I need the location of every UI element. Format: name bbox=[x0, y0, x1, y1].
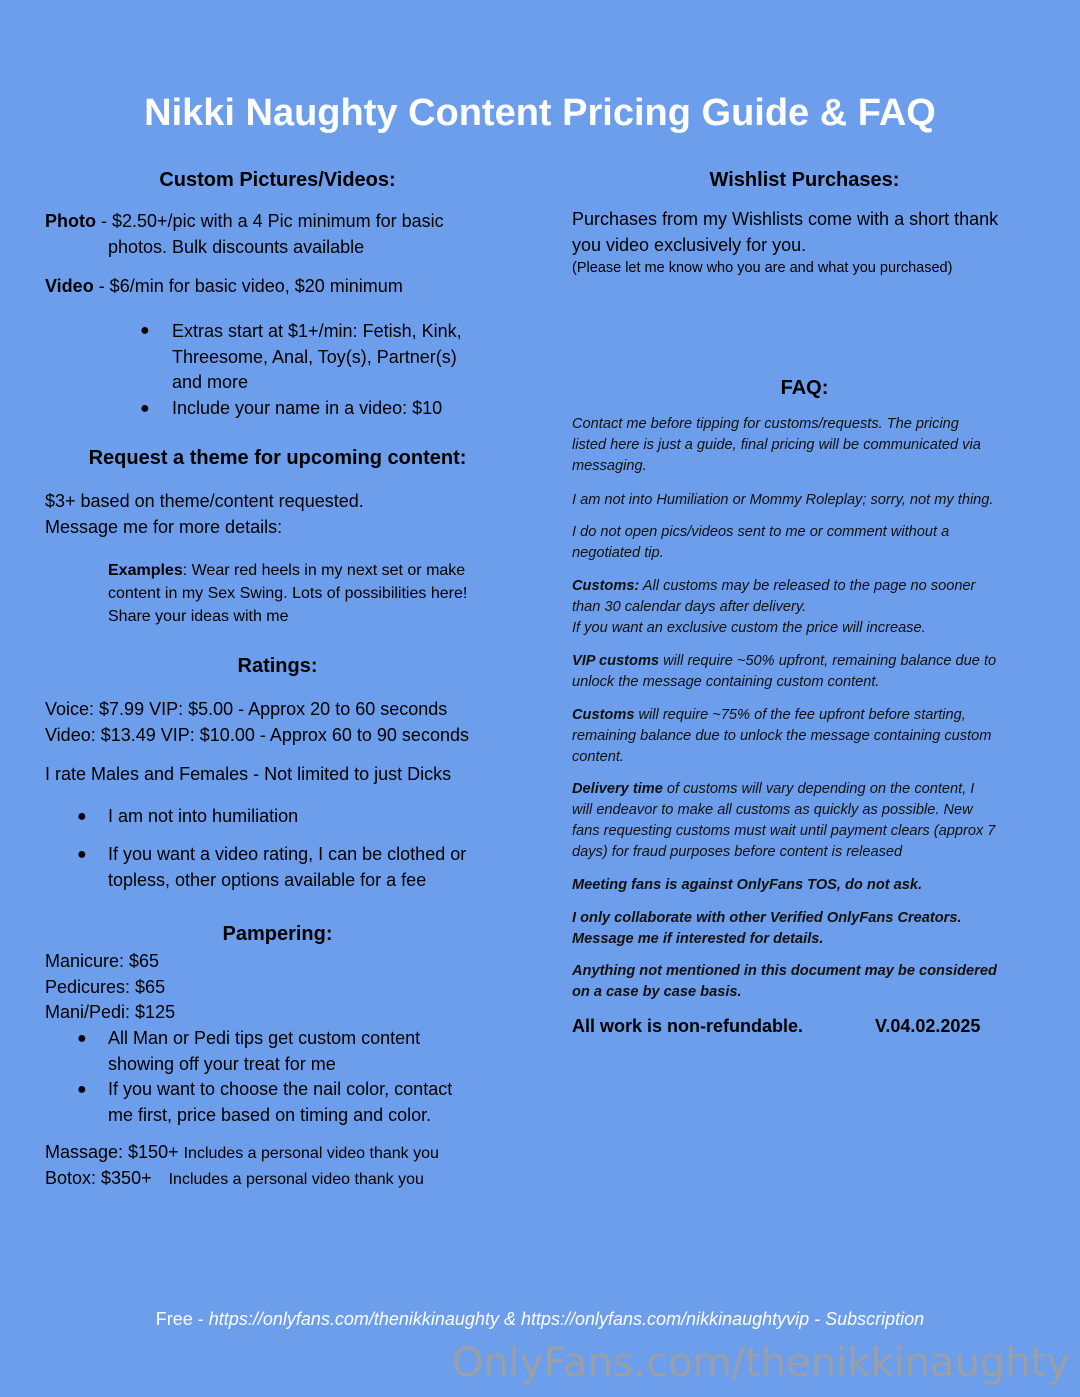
examples-label: Examples bbox=[108, 562, 183, 579]
footer-amp: & bbox=[498, 1309, 521, 1329]
faq-line: Message me if interested for details. bbox=[572, 931, 824, 947]
wishlist-note: (Please let me know who you are and what you purchased) bbox=[572, 260, 953, 276]
photo-text: - $2.50+/pic with a 4 Pic minimum for basic bbox=[96, 211, 444, 231]
bullet-icon: ● bbox=[77, 846, 87, 863]
version-label: V.04.02.2025 bbox=[875, 1016, 981, 1036]
massage-price: Massage: $150+ bbox=[45, 1142, 179, 1162]
massage-line bbox=[45, 1140, 439, 1167]
faq-item: I am not into Humiliation or Mommy Roleplay; sorry, not my thing. bbox=[572, 492, 994, 508]
pampering-prices bbox=[45, 949, 175, 1026]
bullet-icon: ● bbox=[140, 322, 150, 339]
wishlist-text bbox=[572, 207, 998, 258]
faq-line: of customs will vary depending on the content, I bbox=[662, 781, 975, 797]
bullet-icon: ● bbox=[77, 808, 87, 825]
footer-link-free[interactable]: https://onlyfans.com/thenikkinaughty bbox=[208, 1309, 499, 1329]
faq-line: negotiated tip. bbox=[572, 545, 664, 561]
extras-line: Extras start at $1+/min: Fetish, Kink, bbox=[172, 321, 462, 341]
pampering-bullet-1 bbox=[108, 1026, 420, 1077]
photo-label: Photo bbox=[45, 211, 96, 231]
faq-label: Delivery time bbox=[572, 781, 663, 797]
faq-line: I do not open pics/videos sent to me or comment without a bbox=[572, 524, 950, 540]
faq-label: Customs: bbox=[572, 578, 640, 594]
theme-heading: Request a theme for upcoming content: bbox=[88, 447, 467, 469]
faq-line: unlock the message containing custom content. bbox=[572, 674, 880, 690]
custom-heading: Custom Pictures/Videos: bbox=[159, 169, 396, 191]
footer-free: Free - bbox=[155, 1309, 209, 1329]
video-price: Video: $13.49 VIP: $10.00 - Approx 60 to 90 seconds bbox=[45, 724, 469, 745]
bullet-icon: ● bbox=[140, 400, 150, 417]
ratings-heading: Ratings: bbox=[237, 655, 318, 677]
extras-line: Threesome, Anal, Toy(s), Partner(s) bbox=[172, 346, 457, 367]
faq-line: will require ~50% upfront, remaining balance due to bbox=[659, 653, 997, 669]
examples-line: content in my Sex Swing. Lots of possibilities here! bbox=[108, 585, 468, 602]
pampering-bullet-line: me first, price based on timing and color. bbox=[108, 1104, 432, 1125]
video-line bbox=[45, 274, 403, 300]
wishlist-line: Purchases from my Wishlists come with a short thank bbox=[572, 209, 999, 229]
faq-item bbox=[572, 908, 962, 950]
botox-line bbox=[45, 1166, 424, 1193]
examples-block bbox=[108, 559, 467, 628]
faq-label: Customs bbox=[572, 707, 635, 723]
extras-item bbox=[172, 319, 462, 396]
footer bbox=[0, 1309, 1080, 1330]
photo-line bbox=[45, 209, 444, 235]
manipedi-price: Mani/Pedi: $125 bbox=[45, 1002, 176, 1023]
faq-line: than 30 calendar days after delivery. bbox=[572, 599, 807, 615]
faq-line: listed here is just a guide, final pricing will be communicated via bbox=[572, 437, 981, 453]
bullet-icon: ● bbox=[77, 1030, 87, 1047]
theme-line: $3+ based on theme/content requested. bbox=[45, 491, 364, 511]
faq-heading: FAQ: bbox=[780, 377, 829, 399]
faq-item bbox=[572, 414, 981, 477]
faq-line: Anything not mentioned in this document may be considered bbox=[572, 963, 997, 979]
footer-link-vip[interactable]: https://onlyfans.com/nikkinaughtyvip bbox=[520, 1309, 810, 1329]
faq-line: days) for fraud purposes before content is released bbox=[572, 844, 903, 860]
ratings-prices bbox=[45, 697, 469, 748]
ratings-bullet-1: I am not into humiliation bbox=[108, 806, 299, 826]
faq-item bbox=[572, 961, 997, 1003]
watermark: OnlyFans.com/thenikkinaughty bbox=[451, 1340, 1070, 1386]
bullet-icon: ● bbox=[77, 1081, 87, 1098]
faq-line: will require ~75% of the fee upfront before starting, bbox=[634, 707, 966, 723]
faq-item: Meeting fans is against OnlyFans TOS, do not ask. bbox=[572, 877, 923, 893]
faq-item bbox=[572, 705, 991, 768]
massage-note: Includes a personal video thank you bbox=[183, 1145, 439, 1162]
ratings-bullet-line: topless, other options available for a fee bbox=[108, 869, 427, 890]
examples-line: Share your ideas with me bbox=[108, 608, 289, 625]
pedicure-price: Pedicures: $65 bbox=[45, 976, 166, 997]
faq-item bbox=[572, 576, 975, 639]
manicure-price: Manicure: $65 bbox=[45, 951, 160, 971]
faq-line: on a case by case basis. bbox=[572, 984, 742, 1000]
botox-price: Botox: $350+ bbox=[45, 1168, 152, 1188]
faq-item bbox=[572, 779, 995, 863]
name-item: Include your name in a video: $10 bbox=[172, 398, 443, 418]
faq-line: I only collaborate with other Verified OnlyFans Creators. bbox=[572, 910, 962, 926]
ratings-bullet-2 bbox=[108, 842, 466, 893]
faq-line: content. bbox=[572, 749, 624, 765]
faq-line: Contact me before tipping for customs/requests. The pricing bbox=[572, 416, 959, 432]
faq-line: will endeavor to make all customs as quickly as possible. New bbox=[572, 802, 973, 818]
botox-note: Includes a personal video thank you bbox=[168, 1171, 424, 1188]
pampering-bullet-line: showing off your treat for me bbox=[108, 1053, 336, 1074]
pampering-bullet-line: All Man or Pedi tips get custom content bbox=[108, 1028, 421, 1048]
ratings-bullet-line: If you want a video rating, I can be clothed or bbox=[108, 844, 467, 864]
extras-line: and more bbox=[172, 372, 249, 393]
pampering-bullet-2 bbox=[108, 1077, 452, 1128]
theme-text bbox=[45, 489, 364, 540]
voice-price: Voice: $7.99 VIP: $5.00 - Approx 20 to 60 seconds bbox=[45, 699, 448, 719]
refund-note: All work is non-refundable. bbox=[572, 1016, 804, 1036]
pampering-heading: Pampering: bbox=[222, 923, 333, 945]
faq-label: VIP customs bbox=[572, 653, 660, 669]
faq-line: fans requesting customs must wait until payment clears (approx 7 bbox=[572, 823, 996, 839]
photo-line-2: photos. Bulk discounts available bbox=[108, 237, 365, 257]
rate-text: I rate Males and Females - Not limited to just Dicks bbox=[45, 764, 452, 784]
footer-suffix: - Subscription bbox=[809, 1309, 925, 1329]
video-text: - $6/min for basic video, $20 minimum bbox=[93, 276, 403, 296]
faq-item bbox=[572, 522, 949, 564]
faq-line: If you want an exclusive custom the price will increase. bbox=[572, 620, 926, 636]
faq-line: All customs may be released to the page no sooner bbox=[639, 578, 976, 594]
faq-item bbox=[572, 651, 996, 693]
video-label: Video bbox=[45, 276, 94, 296]
theme-line: Message me for more details: bbox=[45, 516, 283, 537]
examples-line: : Wear red heels in my next set or make bbox=[182, 562, 466, 579]
faq-line: messaging. bbox=[572, 458, 647, 474]
wishlist-heading: Wishlist Purchases: bbox=[709, 169, 900, 191]
page-title: Nikki Naughty Content Pricing Guide & FAQ bbox=[144, 92, 936, 134]
faq-line: remaining balance due to unlock the message containing custom bbox=[572, 728, 992, 744]
pampering-bullet-line: If you want to choose the nail color, contact bbox=[108, 1079, 453, 1099]
wishlist-line: you video exclusively for you. bbox=[572, 234, 807, 255]
